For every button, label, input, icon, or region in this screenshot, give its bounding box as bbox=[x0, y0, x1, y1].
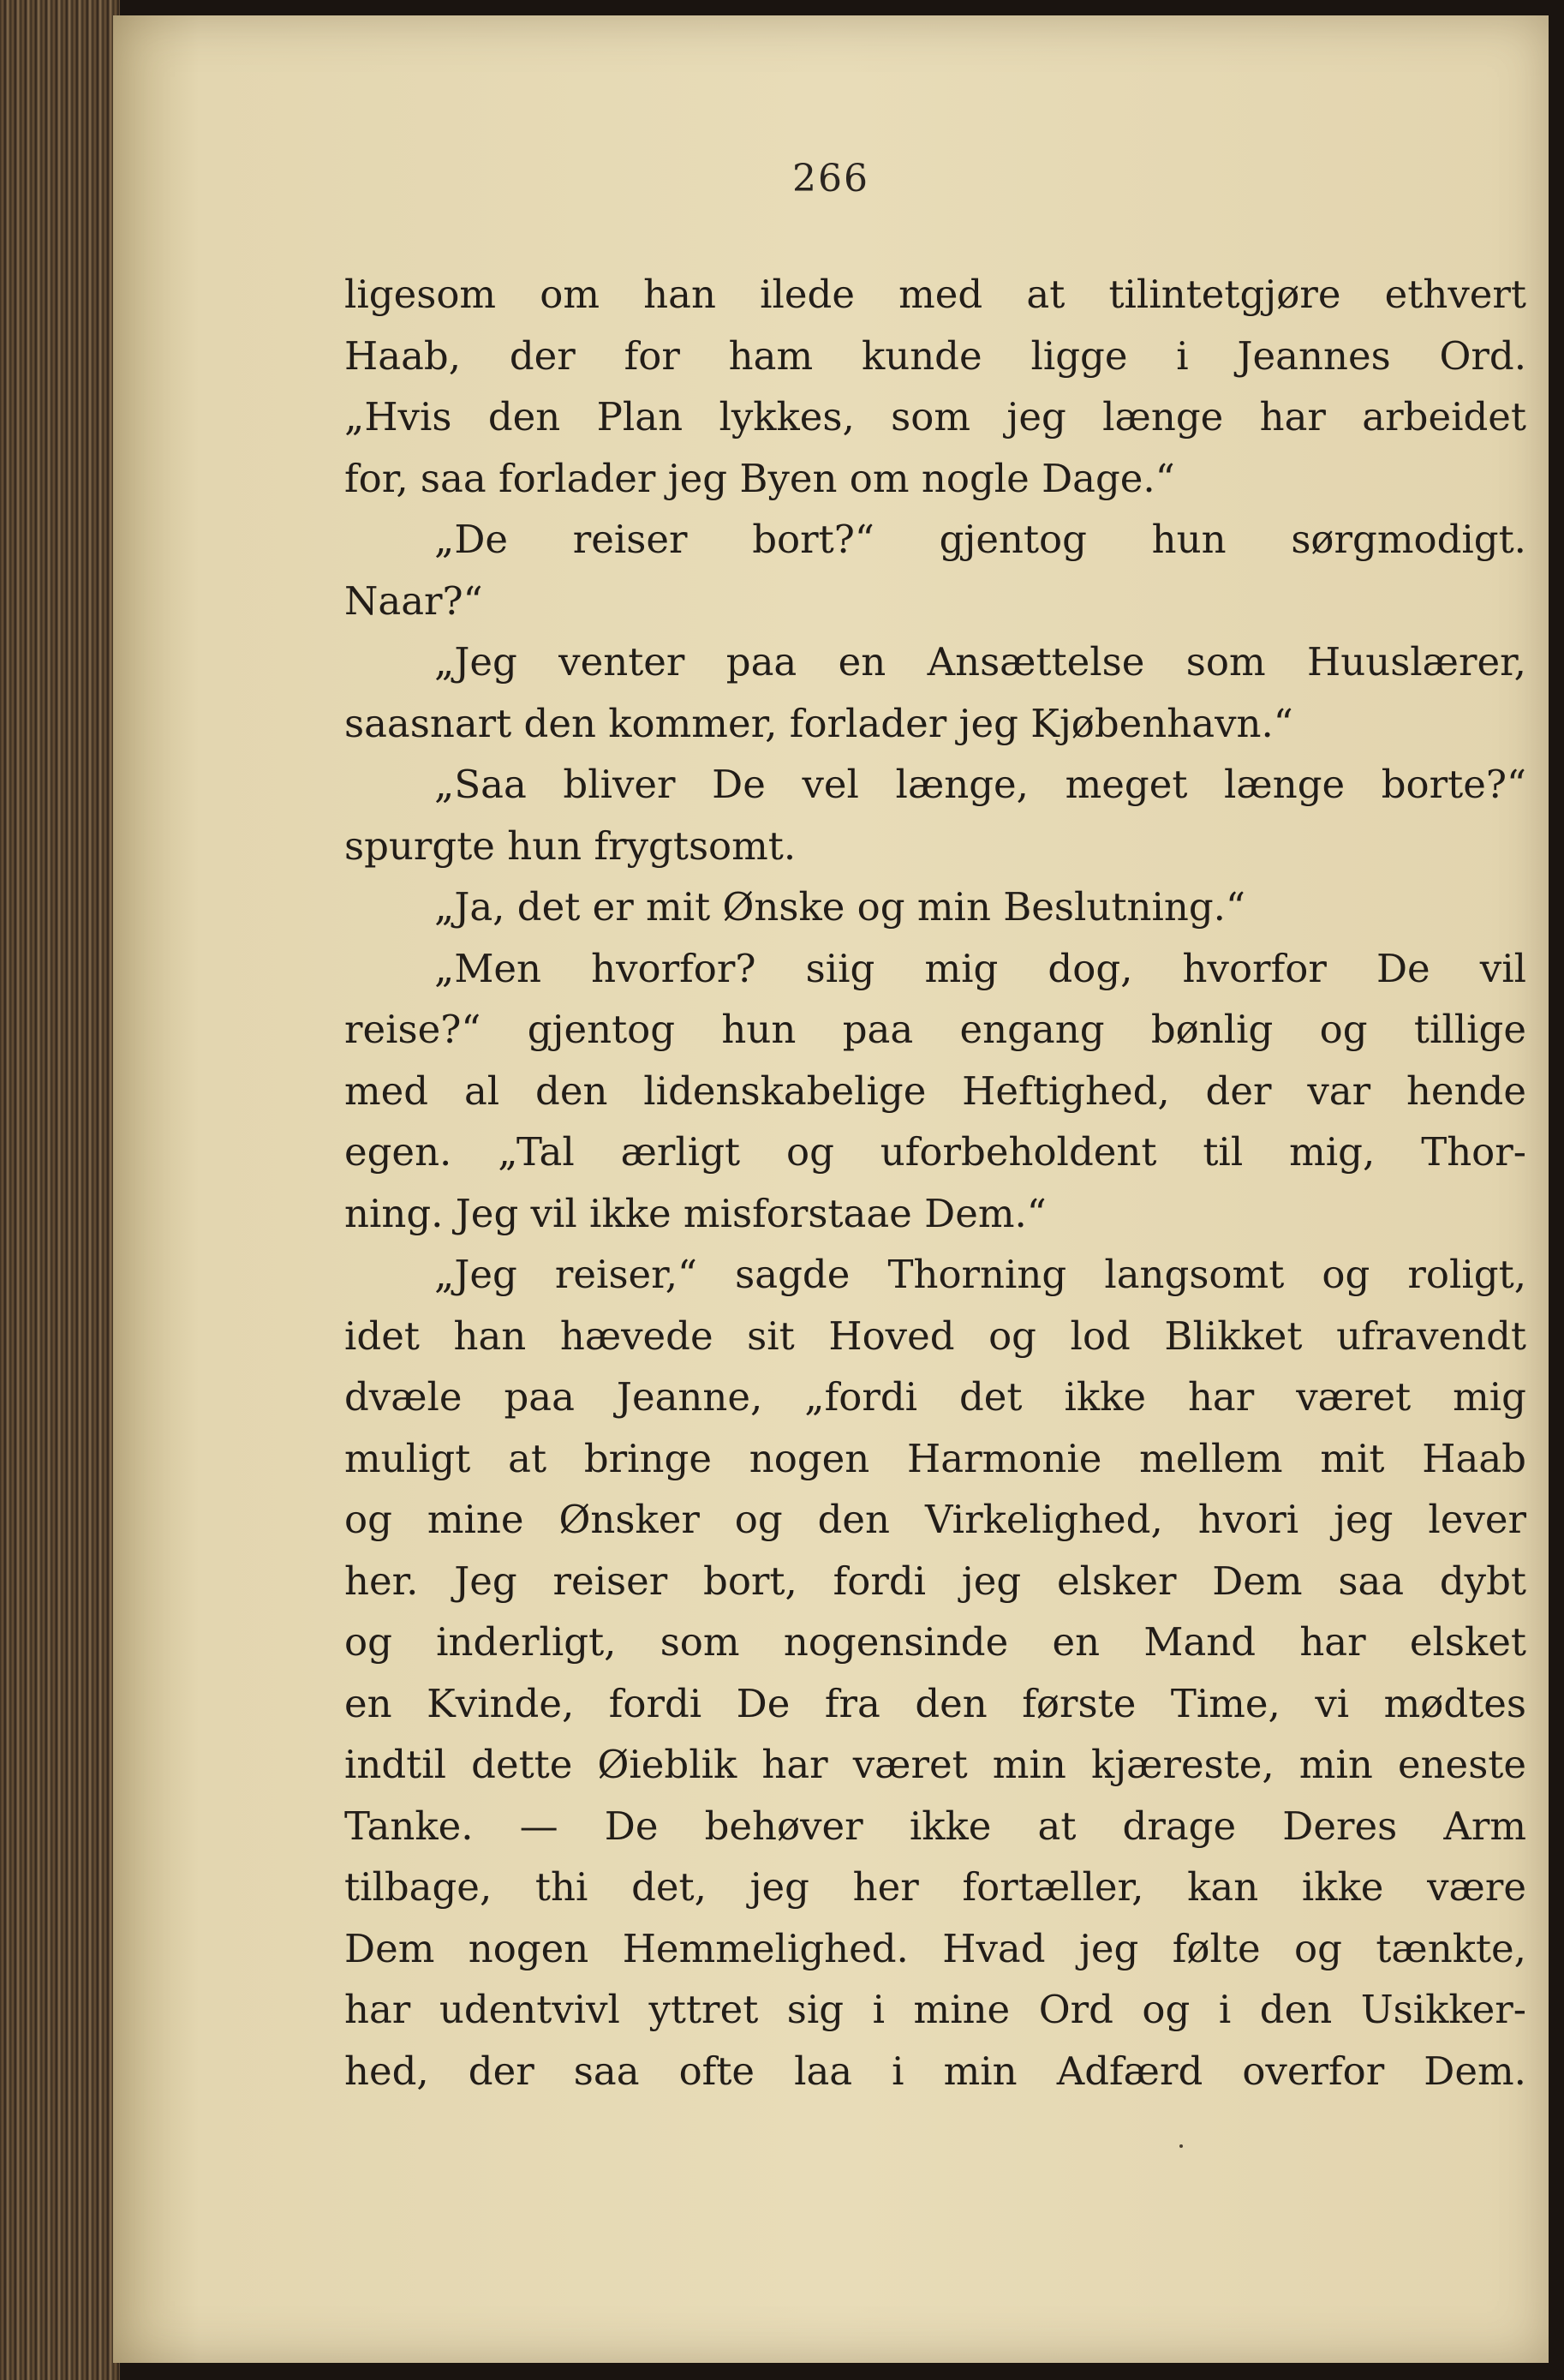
text-line: og mine Ønsker og den Virkelighed, hvori jeg lever bbox=[344, 1497, 1526, 1542]
text-line: muligt at bringe nogen Harmonie mellem mit Haab bbox=[344, 1435, 1526, 1481]
text-line: „De reiser bort?“ gjentog hun sørgmodigt. bbox=[434, 517, 1526, 562]
text-line: reise?“ gjentog hun paa engang bønlig og tillige bbox=[344, 1007, 1526, 1052]
text-line: idet han hævede sit Hoved og lod Blikket ufravendt bbox=[344, 1313, 1526, 1359]
text-line: „Ja, det er mit Ønske og min Beslutning.“ bbox=[434, 884, 1245, 930]
text-line: Naar?“ bbox=[344, 577, 483, 624]
page-number: 266 bbox=[792, 157, 869, 200]
text-line: Tanke. — De behøver ikke at drage Deres Arm bbox=[344, 1803, 1526, 1849]
text-line: indtil dette Øieblik har været min kjæreste, min eneste bbox=[344, 1742, 1526, 1787]
text-line: hed, der saa ofte laa i min Adfærd overfor Dem. bbox=[344, 2048, 1526, 2094]
text-line: med al den lidenskabelige Heftighed, der var hende bbox=[344, 1067, 1526, 1114]
book-spine-edge bbox=[0, 0, 120, 2380]
text-line: egen. „Tal ærligt og uforbeholdent til mig, Thor- bbox=[344, 1129, 1526, 1175]
book-page bbox=[113, 15, 1549, 2363]
text-line: Dem nogen Hemmelighed. Hvad jeg følte og tænkte, bbox=[344, 1925, 1526, 1971]
text-line: „Jeg reiser,“ sagde Thorning langsomt og roligt, bbox=[434, 1252, 1526, 1297]
body-text bbox=[344, 264, 1526, 2102]
text-line: for, saa forlader jeg Byen om nogle Dage.“ bbox=[344, 455, 1175, 501]
text-line: saasnart den kommer, forlader jeg Kjøbenhavn.“ bbox=[344, 700, 1293, 746]
text-line: tilbage, thi det, jeg her fortæller, kan ikke være bbox=[344, 1864, 1526, 1910]
text-line: ligesom om han ilede med at tilintetgjøre ethvert bbox=[344, 272, 1526, 317]
text-line: en Kvinde, fordi De fra den første Time, vi mødtes bbox=[344, 1680, 1526, 1726]
text-line: „Hvis den Plan lykkes, som jeg længe har arbeidet bbox=[344, 394, 1526, 440]
text-line: „Saa bliver De vel længe, meget længe borte?“ bbox=[434, 762, 1526, 807]
text-line: Haab, der for ham kunde ligge i Jeannes Ord. bbox=[344, 332, 1526, 379]
text-line: her. Jeg reiser bort, fordi jeg elsker Dem saa dybt bbox=[344, 1558, 1526, 1604]
ink-speck bbox=[1179, 2144, 1183, 2148]
text-line: „Men hvorfor? siig mig dog, hvorfor De vil bbox=[434, 945, 1526, 991]
text-line: spurgte hun frygtsomt. bbox=[344, 822, 797, 869]
text-line: har udentvivl yttret sig i mine Ord og i den Usikker- bbox=[344, 1987, 1526, 2032]
text-line: dvæle paa Jeanne, „fordi det ikke har været mig bbox=[344, 1374, 1526, 1420]
text-line: ning. Jeg vil ikke misforstaae Dem.“ bbox=[344, 1190, 1047, 1236]
text-line: og inderligt, som nogensinde en Mand har elsket bbox=[344, 1619, 1526, 1665]
text-line: „Jeg venter paa en Ansættelse som Huuslærer, bbox=[434, 639, 1526, 685]
